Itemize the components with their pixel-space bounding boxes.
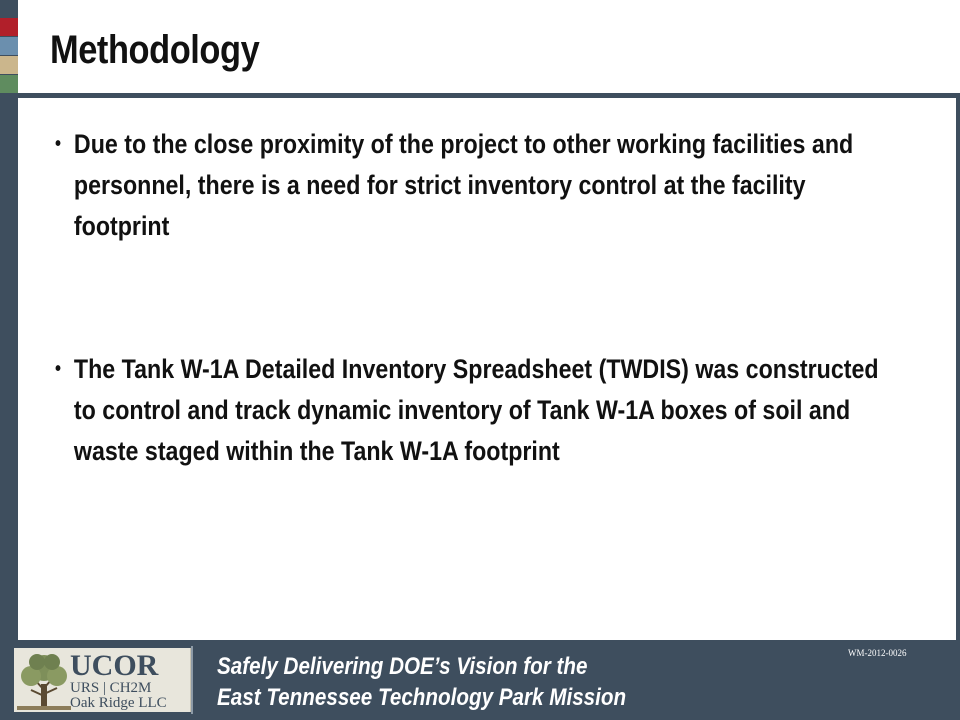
bullet-item: • Due to the close proximity of the project to other working facilities and personnel, there is a need for strict inventory control at the facility footprint xyxy=(55,124,881,247)
bullet-list xyxy=(55,124,881,472)
accent-square-tan xyxy=(0,56,18,74)
left-accent-bar xyxy=(0,0,18,640)
footer-divider xyxy=(191,646,193,714)
footer-tagline xyxy=(217,651,626,713)
logo-wordmark: UCOR xyxy=(70,649,159,682)
document-id: WM-2012-0026 xyxy=(848,648,907,658)
right-accent-bar xyxy=(956,93,960,640)
accent-square-red xyxy=(0,18,18,36)
tagline-line: East Tennessee Technology Park Mission xyxy=(217,684,627,711)
logo-company: Oak Ridge LLC xyxy=(70,695,167,711)
slide-title: Methodology xyxy=(50,28,260,72)
tagline-line: Safely Delivering DOE’s Vision for the xyxy=(217,653,588,680)
logo-partners: URS | CH2M xyxy=(70,680,152,696)
tree-icon xyxy=(17,650,71,710)
company-logo xyxy=(14,648,192,712)
accent-square-green xyxy=(0,75,18,93)
title-divider xyxy=(18,93,960,98)
accent-square-blue xyxy=(0,37,18,55)
bullet-item: • The Tank W-1A Detailed Inventory Spreadsheet (TWDIS) was constructed to control and track dynamic inventory of Tank W-1A boxes of soil and waste staged within the Tank W-1A footprint xyxy=(55,349,881,472)
footer-bar xyxy=(0,640,960,720)
